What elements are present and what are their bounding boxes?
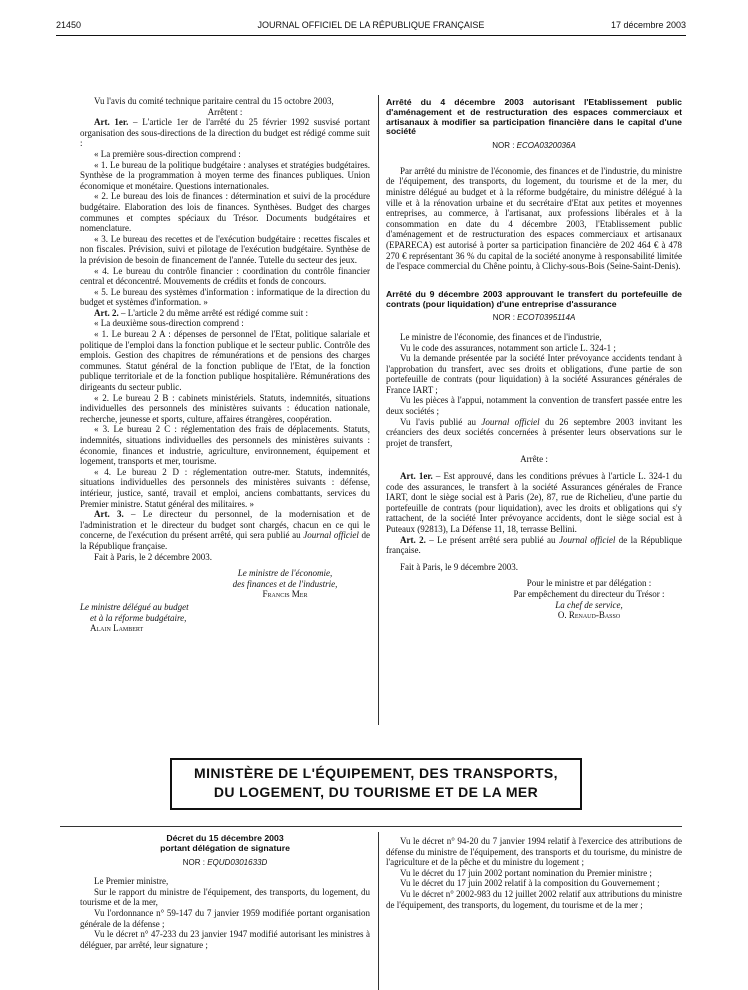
paragraph: Vu le décret n° 47-233 du 23 janvier 1947 modifié autorisant les ministres à déléguer, par arrêté, leur signature ; xyxy=(80,929,370,950)
paragraph: « La première sous-direction comprend : xyxy=(94,148,241,159)
signature-name: O. Renaud-Basso xyxy=(557,610,621,621)
article-1: Art. 1er. – Est approuvé, dans les conditions prévues à l'article L. 324-1 du code des assurances, le transfert à la société Assurances générales de France IART, dont le siège social est à Paris (2e), 87, rue de Richelieu, d'une partie du portefeuille de contrats (pour liquidation), avec les droits et obligations qui s'y rattachent, de la société Inter prévoyance accidents, dont le siège social est à Puteaux (92813), La Défense 11, 18, terrasse Bellini. xyxy=(386,471,683,534)
paragraph: Le Premier ministre, xyxy=(94,876,169,887)
page-header xyxy=(56,20,686,34)
journal-title: JOURNAL OFFICIEL DE LA RÉPUBLIQUE FRANÇAISE xyxy=(257,20,485,30)
column-divider xyxy=(378,95,379,725)
signature-title: et à la réforme budgétaire, xyxy=(90,612,187,623)
signature-name: Francis Mer xyxy=(262,589,308,600)
signature-line: Pour le ministre et par délégation : xyxy=(526,578,652,589)
header-rule xyxy=(56,35,686,36)
nor-reference: NOR : EQUD0301633D xyxy=(182,857,268,867)
nor-reference: NOR : ECOA0320036A xyxy=(492,141,576,151)
paragraph: Le ministre de l'économie, des finances et de l'industrie, xyxy=(400,331,602,342)
ministry-line: MINISTÈRE DE L'ÉQUIPEMENT, DES TRANSPORTS, xyxy=(194,765,558,781)
paragraph: « 4. Le bureau du contrôle financier : coordination du contrôle financier central et déconcentré. Mouvements de crédits et fonds de concours. xyxy=(80,265,370,287)
ministry-heading-box xyxy=(170,758,582,810)
paragraph: « 1. Le bureau de la politique budgétaire : analyses et stratégies budgétaires. Synthèse de la programmation à moyen terme des finances publiques. Union économique et monétaire. Questions internationales. xyxy=(80,159,370,191)
paragraph: « 5. Le bureau des systèmes d'information : informatique de la direction du budget et systèmes d'information. » xyxy=(80,286,370,308)
arrete-heading: Arrête : xyxy=(520,454,548,465)
fait-line: Fait à Paris, le 2 décembre 2003. xyxy=(94,551,212,562)
paragraph: Vu les pièces à l'appui, notamment la convention de transfert passée entre les deux sociétés ; xyxy=(386,395,682,417)
decree-title: Arrêté du 4 décembre 2003 autorisant l'Etablissement public d'aménagement et de restructuration des espaces commerciaux et artisanaux à modifier sa participation financière dans le capital d'une société xyxy=(386,97,682,137)
decree-subtitle: portant délégation de signature xyxy=(160,842,290,853)
bottom-left-column xyxy=(80,834,370,950)
paragraph: Vu le décret du 17 juin 2002 relatif à la composition du Gouvernement ; xyxy=(400,878,660,889)
fait-line: Fait à Paris, le 9 décembre 2003. xyxy=(400,561,518,572)
ministry-line: DU LOGEMENT, DU TOURISME ET DE LA MER xyxy=(213,784,539,800)
paragraph: « 2. Le bureau des lois de finances : détermination et suivi de la procédure budgétaire. Elaboration des lois de finances. Synthèses. Budget des charges communes et comptes spéciaux du Trésor. Documents budgétaires et nomenclature. xyxy=(80,191,370,234)
article-2: Art. 2. – L'article 2 du même arrêté est rédigé comme suit : xyxy=(94,307,309,318)
paragraph: Vu l'avis du comité technique paritaire central du 15 octobre 2003, xyxy=(94,96,334,106)
signature-title: Le ministre de l'économie, xyxy=(237,568,333,579)
section-rule xyxy=(60,826,682,827)
paragraph: Vu la demande présentée par la société Inter prévoyance accidents tendant à l'approbation du transfert, avec ses droits et obligations, d'une partie de son portefeuille de contrats (pour liquidation) à la société Assurances générales de France IART ; xyxy=(386,353,682,395)
right-column xyxy=(386,98,682,621)
nor-reference: NOR : ECOT0395114A xyxy=(492,313,576,323)
arretent-heading: Arrêtent : xyxy=(207,106,243,117)
signature-title: des finances et de l'industrie, xyxy=(232,578,338,589)
paragraph: « 3. Le bureau 2 C : réglementation des frais de déplacements. Statuts, indemnités, situations individuelles des personnels des ministères suivants : économie, finances et industrie, agriculture, environnement, équipement et logement, transports et mer, tourisme. xyxy=(80,424,370,467)
decree-title: Arrêté du 9 décembre 2003 approuvant le transfert du portefeuille de contrats (pour liquidation) d'une entreprise d'assurance xyxy=(386,288,682,309)
issue-date: 17 décembre 2003 xyxy=(610,20,686,30)
decree-title: Décret du 15 décembre 2003 xyxy=(166,833,284,843)
article-3: Art. 3. – Le directeur du personnel, de la modernisation et de l'administration et le directeur du budget sont chargés, chacun en ce qui le concerne, de l'exécution du présent arrêté, qui sera publié au Journal officiel de la République française. xyxy=(80,509,370,551)
paragraph: Vu l'avis publié au Journal officiel du 26 septembre 2003 invitant les créanciers des deux sociétés concernées à présenter leurs observations sur le projet de transfert, xyxy=(386,416,682,448)
bottom-right-column xyxy=(386,836,682,910)
paragraph: Vu le décret n° 2002-983 du 12 juillet 2002 relatif aux attributions du ministre de l'équipement, des transports, du logement, du tourisme et de la mer ; xyxy=(386,888,682,910)
signature-title: Le ministre délégué au budget xyxy=(80,601,189,612)
column-divider xyxy=(378,832,379,990)
paragraph: Vu l'ordonnance n° 59-147 du 7 janvier 1959 modifiée portant organisation générale de la défense ; xyxy=(80,907,370,929)
paragraph: « 3. Le bureau des recettes et de l'exécution budgétaire : recettes fiscales et non fiscales. Prévision, suivi et pilotage de l'exécution budgétaire. Synthèse de la prévision de besoin de financement de l'année. Tutelle du secteur des jeux. xyxy=(80,233,370,265)
paragraph: « 1. Le bureau 2 A : dépenses de personnel de l'Etat, politique salariale et politique de l'emploi dans la fonction publique et le secteur public. Contrôle des emplois. Gestion des chapitres de rémunérations et de pensions des charges communes. Statut général de la fonction publique de l'Etat, de la fonction publique territoriale et de la fonction publique hospitalière. Rémunérations des dirigeants du secteur public. xyxy=(80,329,370,393)
article-1: Art. 1er. – L'article 1er de l'arrêté du 25 février 1992 susvisé portant organisation des sous-directions de la direction du budget est rédigé comme suit : xyxy=(80,117,370,149)
paragraph: Vu le décret n° 94-20 du 7 janvier 1994 relatif à l'exercice des attributions de défense du ministre de l'équipement, des transports et du tourisme, du ministre de l'agriculture et de la pêche et du ministre du logement ; xyxy=(386,836,682,868)
paragraph: « 2. Le bureau 2 B : cabinets ministériels. Statuts, indemnités, situations individuelles des personnels des ministères suivants : éducation nationale, recherche, jeunesse et sports, culture, affaires étrangères, coopération. xyxy=(80,392,370,424)
signature-title: La chef de service, xyxy=(555,599,623,610)
article-2: Art. 2. – Le présent arrêté sera publié au Journal officiel de la République française. xyxy=(386,534,682,556)
signature-name: Alain Lambert xyxy=(90,623,144,634)
paragraph: « La deuxième sous-direction comprend : xyxy=(94,318,244,329)
paragraph: Vu le code des assurances, notamment son article L. 324-1 ; xyxy=(400,342,616,353)
paragraph: Par arrêté du ministre de l'économie, des finances et de l'industrie, du ministre de l'équipement, des transports, du logement, du tourisme et de la mer, du ministre délégué au budget et à la réforme budgétaire, du ministre délégué à la ville et à la rénovation urbaine et du secrétaire d'Etat aux petites et moyennes entreprises, au commerce, à l'artisanat, aux professions libérales et à la consommation en date du 4 décembre 2003, l'Etablissement public d'aménagement et de restructuration des espaces commerciaux et artisanaux (EPARECA) est autorisé à porter sa participation financière de 202 464 € à 478 270 € représentant 36 % du capital de la société anonyme à responsabilité limitée de l'espace commercial du Chêne pointu, à Clichy-sous-Bois (Seine-Saint-Denis). xyxy=(386,165,682,272)
paragraph: Vu le décret du 17 juin 2002 portant nomination du Premier ministre ; xyxy=(400,867,652,878)
page-number: 21450 xyxy=(56,20,82,30)
signature-line: Par empêchement du directeur du Trésor : xyxy=(513,588,665,599)
paragraph: Sur le rapport du ministre de l'équipement, des transports, du logement, du tourisme et de la mer, xyxy=(80,886,370,908)
paragraph: « 4. Le bureau 2 D : réglementation outre-mer. Statuts, indemnités, situations individuelles des personnels des ministères suivants : défense, intérieur, justice, santé, travail et emploi, anciens combattants, services du Premier ministre. Statut général des militaires. » xyxy=(80,466,370,509)
left-column xyxy=(80,96,370,634)
